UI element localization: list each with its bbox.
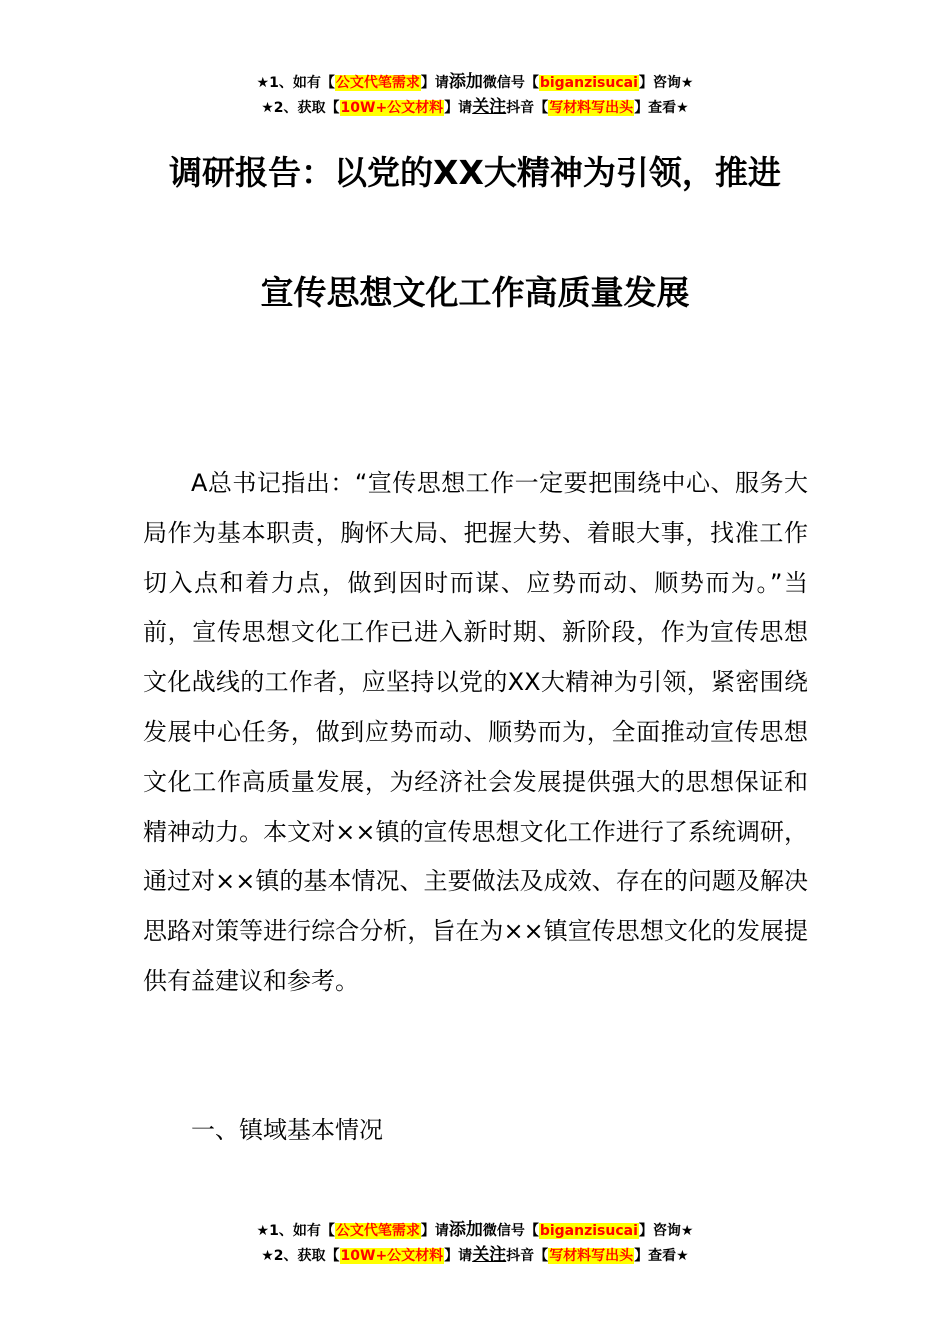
intro-paragraph: A总书记指出：“宣传思想工作一定要把围绕中心、服务大局作为基本职责，胸怀大局、把握大势、着眼大事，找准工作切入点和着力点，做到因时而谋、应势而动、顺势而为。”当前，宣传思想文化工作已进入新时期、新阶段，作为宣传思想文化战线的工作者，应坚持以党的XX大精神为引领，紧密围绕发展中心任务，做到应势而动、顺势而为，全面推动宣传思想文化工作高质量发展，为经济社会发展提供强大的思想保证和精神动力。本文对××镇的宣传思想文化工作进行了系统调研，通过对××镇的基本情况、主要做法及成效、存在的问题及解决思路对策等进行综合分析，旨在为××镇宣传思想文化的发展提供有益建议和参考。 (143, 469, 808, 995)
banner-highlight-douyin-account: 写材料写出头 (549, 100, 634, 116)
footer-line-2-middle-2: 抖音【 (506, 1248, 549, 1264)
footer-line-2-middle-1: 】请 (444, 1248, 473, 1264)
footer-line-1-prefix: ★1、如有【 (256, 1223, 335, 1239)
banner-line-2-prefix: ★2、获取【 (261, 100, 340, 116)
footer-line-1-emphasis: 添加 (448, 1220, 483, 1240)
banner-line-1-emphasis: 添加 (448, 72, 483, 92)
footer-highlight-douyin-account: 写材料写出头 (549, 1248, 634, 1264)
banner-line-1-middle-2: 微信号【 (482, 75, 539, 91)
footer-banner-line-2 (0, 1243, 950, 1268)
banner-line-2-suffix: 】查看★ (634, 100, 689, 116)
banner-highlight-materials: 10W+公文材料 (340, 100, 444, 116)
banner-line-2 (0, 95, 950, 120)
section-heading-1: 一、镇域基本情况 (191, 1116, 383, 1144)
footer-line-2-suffix: 】查看★ (634, 1248, 689, 1264)
banner-line-2-emphasis: 关注 (472, 97, 507, 117)
footer-highlight-writing-service: 公文代笔需求 (335, 1223, 420, 1239)
footer-line-1-middle-2: 微信号【 (482, 1223, 539, 1239)
footer-highlight-materials: 10W+公文材料 (340, 1248, 444, 1264)
banner-line-1 (0, 70, 950, 95)
footer-banner (0, 1218, 950, 1268)
footer-line-2-emphasis: 关注 (472, 1245, 507, 1265)
header-banner (0, 70, 950, 120)
banner-highlight-wechat-id: biganzisucai (539, 75, 638, 91)
footer-line-1-middle-1: 】请 (420, 1223, 449, 1239)
footer-line-2-prefix: ★2、获取【 (261, 1248, 340, 1264)
banner-line-1-middle-1: 】请 (420, 75, 449, 91)
banner-highlight-writing-service: 公文代笔需求 (335, 75, 420, 91)
document-title-line-2: 宣传思想文化工作高质量发展 (260, 273, 690, 312)
footer-highlight-wechat-id: biganzisucai (539, 1223, 638, 1239)
banner-line-1-prefix: ★1、如有【 (256, 75, 335, 91)
footer-line-1-suffix: 】咨询★ (638, 1223, 694, 1239)
document-title-line-1: 调研报告：以党的XX大精神为引领，推进 (169, 153, 781, 192)
footer-banner-line-1 (0, 1218, 950, 1243)
banner-line-2-middle-2: 抖音【 (506, 100, 549, 116)
banner-line-2-middle-1: 】请 (444, 100, 473, 116)
banner-line-1-suffix: 】咨询★ (638, 75, 694, 91)
